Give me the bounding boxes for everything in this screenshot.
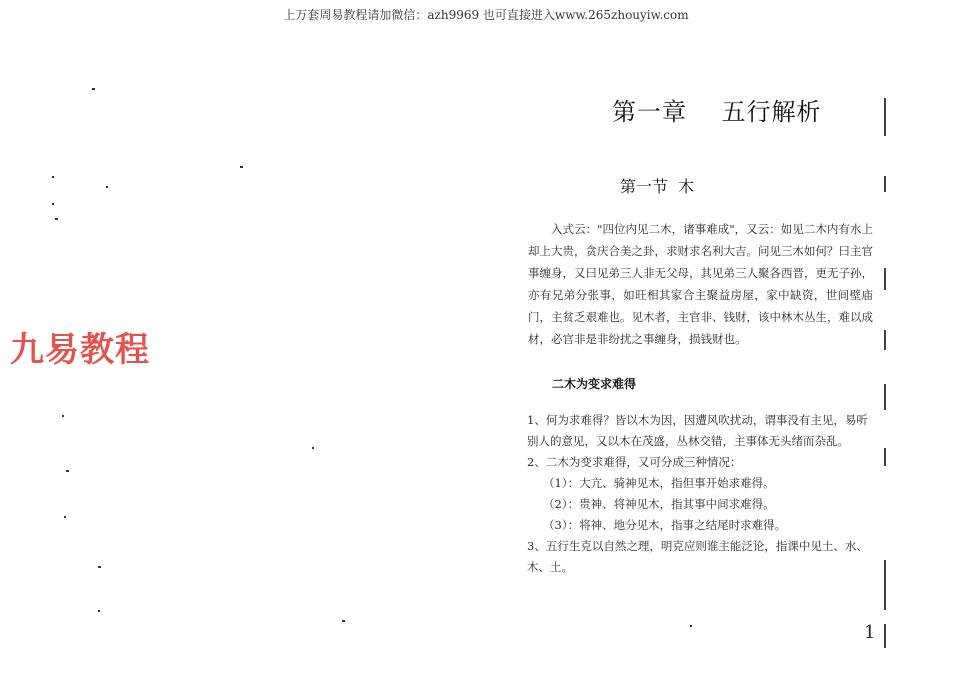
scan-speck: [52, 176, 54, 178]
scan-speck: [106, 186, 108, 188]
list-item: （3）：将神、地分见木，指事之结尾时求难得。: [543, 518, 787, 532]
subsection-heading: 二木为变求难得: [552, 377, 637, 391]
list-item: 3、五行生克以自然之理，明克应则谁主能泛论，指课中见土、水、木、土。: [527, 539, 868, 574]
scan-speck: [55, 218, 58, 220]
numbered-list: [527, 410, 872, 578]
list-item: 1、何为求难得？皆以木为因，因遭风吹扰动，谓事没有主见，易听别人的意见，又以木在茂盛，丛林交错，主事体无头绪而杂乱。: [527, 413, 868, 448]
section-title: 第一节 木: [620, 177, 695, 196]
scan-speck: [98, 566, 101, 568]
scan-speck: [312, 447, 314, 449]
binding-edge-mark: [884, 98, 886, 136]
scan-speck: [240, 166, 243, 168]
scan-speck: [342, 620, 345, 622]
scan-speck: [64, 516, 66, 518]
page-header-banner: 上万套周易教程请加微信：azh9969 也可直接进入www.265zhouyiw.com: [283, 8, 689, 22]
scan-speck: [690, 625, 692, 627]
binding-edge-mark: [884, 176, 886, 192]
binding-edge-mark: [884, 448, 886, 466]
body-paragraph: 入式云："四位内见二木，诸事难成"，又云：如见二木内有水上却上大贵，贪庆合美之卦，求财求名利大吉。问见三木如何？曰主官事缠身，又曰见弟三人非无父母，其见弟三人聚各西晋，更无子孙，亦有兄弟分张事，如旺相其家合主聚益房屋，家中缺资，世间壁庙门，主贫乏艰难也。见木者，主官非、钱财，该中林木丛生，难以成材，必官非是非纷扰之事缠身，损钱财也。: [528, 222, 873, 346]
list-item: 2、二木为变求难得，又可分成三种情况：: [527, 455, 742, 469]
scan-speck: [98, 610, 100, 612]
binding-edge-mark: [884, 268, 886, 290]
binding-edge-mark: [884, 330, 886, 350]
binding-edge-mark: [884, 624, 886, 648]
list-item: （1）：大亢、骑神见木，指但事开始求难得。: [543, 476, 775, 490]
scan-speck: [92, 88, 95, 90]
scan-speck: [66, 470, 69, 472]
list-item: （2）：贵神、将神见木，指其事中间求难得。: [543, 497, 775, 511]
scan-speck: [62, 415, 64, 417]
scan-speck: [52, 203, 54, 205]
page-number: 1: [864, 622, 876, 643]
chapter-title: 第一章 五行解析: [612, 98, 822, 126]
binding-edge-mark: [884, 384, 886, 410]
binding-edge-mark: [884, 560, 886, 610]
watermark-logo: 九易教程: [10, 330, 150, 370]
